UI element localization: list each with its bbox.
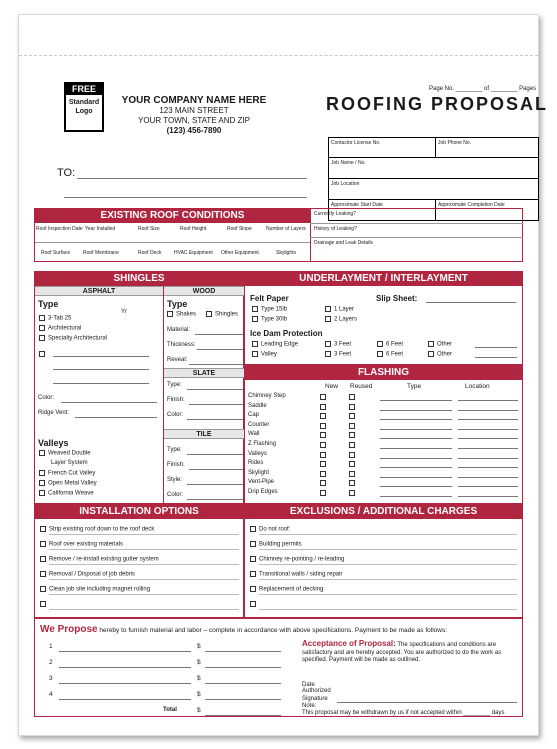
flashing-new-checkbox[interactable] bbox=[320, 471, 326, 477]
start-date-label: Approximate Start Date bbox=[331, 202, 383, 208]
tile-color-label: Color: bbox=[167, 492, 184, 498]
year-label: Yr bbox=[121, 309, 127, 315]
flashing-section bbox=[244, 365, 523, 504]
other-equipment-label: Other Equipment bbox=[221, 250, 259, 256]
reveal-label: Reveal: bbox=[167, 357, 188, 363]
shingles-section bbox=[34, 271, 244, 504]
exclusions-line[interactable] bbox=[259, 594, 517, 595]
open-metal-label: Open Metal Valley bbox=[48, 480, 97, 487]
exclusions-line[interactable] bbox=[259, 609, 517, 610]
slate-subheader: SLATE bbox=[164, 368, 244, 378]
layer-system-label: Layer System bbox=[51, 460, 88, 466]
flashing-type-line[interactable] bbox=[380, 429, 452, 430]
shakes-option[interactable] bbox=[167, 311, 196, 318]
type15-option[interactable] bbox=[252, 306, 287, 313]
company-city: YOUR TOWN, STATE AND ZIP bbox=[138, 116, 250, 125]
note-text: This proposal may be withdrawn by us if not accepted within ________ days bbox=[302, 710, 505, 716]
flashing-reused-checkbox[interactable] bbox=[349, 432, 355, 438]
installation-option[interactable] bbox=[40, 601, 49, 608]
flashing-location-line[interactable] bbox=[458, 448, 518, 449]
installation-checkbox[interactable] bbox=[40, 601, 46, 607]
installation-option[interactable] bbox=[40, 556, 159, 563]
to-label: TO: bbox=[57, 167, 76, 179]
exclusions-option[interactable] bbox=[250, 526, 290, 533]
payment-description-line[interactable] bbox=[59, 651, 191, 652]
ice-valley-checkbox[interactable] bbox=[252, 351, 258, 357]
tile-style-line[interactable] bbox=[187, 484, 243, 485]
underlayment-title: UNDERLAYMENT / INTERLAYMENT bbox=[245, 272, 522, 286]
note-label: Note: bbox=[302, 703, 317, 709]
flashing-type-line[interactable] bbox=[380, 448, 452, 449]
slip-sheet-label: Slip Sheet: bbox=[376, 294, 418, 303]
flashing-row-label: Chimney Step bbox=[248, 393, 286, 399]
ice-other-checkbox-1[interactable] bbox=[428, 341, 434, 347]
exclusions-checkbox[interactable] bbox=[250, 556, 256, 562]
proposal-form bbox=[18, 14, 549, 736]
installation-option-label: Removal / Disposal of job debris bbox=[49, 571, 136, 578]
one-layer-checkbox[interactable] bbox=[325, 306, 331, 312]
ice-other-option-2[interactable] bbox=[428, 351, 452, 358]
flashing-row-label: Counter bbox=[248, 421, 270, 428]
authorized-label: Authorized bbox=[302, 688, 331, 694]
flashing-new-checkbox[interactable] bbox=[320, 394, 326, 400]
installation-line[interactable] bbox=[49, 564, 239, 565]
payment-amount-line[interactable] bbox=[205, 699, 281, 700]
flashing-type-line[interactable] bbox=[380, 477, 452, 478]
three-feet-label-2: 3 Feet bbox=[334, 351, 352, 358]
propose-text: hereby to furnish material and labor – complete in accordance with above specifications. Payment to be made as follows: bbox=[99, 627, 447, 634]
exclusions-line[interactable] bbox=[259, 579, 517, 580]
flashing-row-label: Skylight bbox=[248, 469, 270, 476]
installation-line[interactable] bbox=[49, 609, 239, 610]
flashing-location-line[interactable] bbox=[458, 410, 518, 411]
tile-type-line[interactable] bbox=[187, 454, 243, 455]
payment-dollar: $ bbox=[197, 691, 201, 698]
two-layers-label: 2 Layers bbox=[334, 316, 358, 323]
logo-line1: Standard bbox=[68, 99, 100, 106]
payment-number: 3 bbox=[49, 675, 53, 682]
exclusions-checkbox[interactable] bbox=[250, 586, 256, 592]
flashing-reused-checkbox[interactable] bbox=[349, 394, 355, 400]
acceptance-block bbox=[302, 640, 517, 665]
exclusions-option[interactable] bbox=[250, 541, 302, 548]
installation-line[interactable] bbox=[49, 594, 239, 595]
flashing-row-label: Valleys bbox=[248, 450, 267, 457]
flashing-location-line[interactable] bbox=[458, 438, 518, 439]
slate-type-line[interactable] bbox=[187, 389, 243, 390]
exclusions-line[interactable] bbox=[259, 534, 517, 535]
ice-other-label-1: Other bbox=[437, 341, 453, 348]
six-feet-option-1[interactable] bbox=[377, 341, 403, 348]
six-feet-label-1: 6 Feet bbox=[386, 341, 404, 348]
flashing-reused-checkbox[interactable] bbox=[349, 423, 355, 429]
california-checkbox[interactable] bbox=[39, 490, 45, 496]
tile-subheader: TILE bbox=[164, 429, 244, 439]
skylights-label: Skylights bbox=[276, 250, 297, 256]
flashing-row-label: Vent-Pipe bbox=[248, 479, 275, 486]
contractor-license-label: Contactor License No. bbox=[331, 140, 381, 146]
acceptance-text: The specifications and conditions are satisfactory and are hereby accepted. You are authorized to do the work as specified. Payment will be made as outlined. bbox=[302, 642, 502, 663]
ridge-vent-line[interactable] bbox=[75, 417, 157, 418]
flashing-new-header: New bbox=[325, 383, 339, 390]
exclusions-option[interactable] bbox=[250, 586, 323, 593]
thickness-label: Thickness: bbox=[167, 342, 196, 348]
three-feet-option-2[interactable] bbox=[325, 351, 351, 358]
asphalt-line-2[interactable] bbox=[53, 369, 149, 370]
flashing-reused-checkbox[interactable] bbox=[349, 461, 355, 467]
slate-finish-line[interactable] bbox=[189, 404, 243, 405]
propose-line bbox=[40, 624, 447, 635]
installation-section bbox=[34, 504, 244, 618]
flashing-location-line[interactable] bbox=[458, 496, 518, 497]
year-installed-label: Year Installed bbox=[85, 226, 116, 232]
existing-roof-title: EXISTING ROOF CONDITIONS bbox=[35, 209, 310, 223]
flashing-type-line[interactable] bbox=[380, 496, 452, 497]
flashing-type-line[interactable] bbox=[380, 486, 452, 487]
flashing-location-header: Location bbox=[465, 383, 490, 390]
history-leaking-label: History of Leaking? bbox=[314, 226, 357, 232]
company-name: YOUR COMPANY NAME HERE bbox=[121, 95, 267, 106]
payment-dollar: $ bbox=[197, 659, 201, 666]
two-layers-checkbox[interactable] bbox=[325, 316, 331, 322]
flashing-new-checkbox[interactable] bbox=[320, 413, 326, 419]
payment-description-line[interactable] bbox=[59, 699, 191, 700]
exclusions-checkbox[interactable] bbox=[250, 541, 256, 547]
ice-other-line-2[interactable] bbox=[475, 357, 517, 358]
underlayment-section bbox=[244, 271, 523, 365]
installation-checkbox[interactable] bbox=[40, 541, 46, 547]
exclusions-section bbox=[244, 504, 523, 618]
exclusions-option-label: Do not roof: bbox=[259, 526, 291, 533]
three-feet-option-1[interactable] bbox=[325, 341, 351, 348]
specialty-option[interactable] bbox=[39, 335, 107, 342]
type15-label: Type 15lb bbox=[261, 306, 288, 313]
flashing-row-label: Saddle bbox=[248, 402, 267, 409]
asphalt-subheader: ASPHALT bbox=[35, 286, 163, 296]
shingles-title: SHINGLES bbox=[35, 272, 243, 286]
total-label: Total bbox=[163, 707, 177, 713]
flashing-type-line[interactable] bbox=[380, 410, 452, 411]
flashing-new-checkbox[interactable] bbox=[320, 432, 326, 438]
logo-free: FREE bbox=[64, 84, 104, 95]
flashing-type-line[interactable] bbox=[380, 419, 452, 420]
thickness-line[interactable] bbox=[197, 349, 243, 350]
page-number: Page No. ________ of ________ Pages bbox=[429, 86, 537, 92]
roof-slope-label: Roof Slope bbox=[227, 226, 252, 232]
flashing-location-line[interactable] bbox=[458, 458, 518, 459]
installation-checkbox[interactable] bbox=[40, 526, 46, 532]
leading-edge-option[interactable] bbox=[252, 341, 298, 348]
payment-number: 4 bbox=[49, 691, 53, 698]
installation-option-label: Remove / re-install existing gutter system bbox=[49, 556, 159, 563]
job-phone-field[interactable] bbox=[436, 138, 539, 158]
type30-label: Type 30lb bbox=[261, 316, 288, 323]
wood-shingles-label: Shingles bbox=[215, 311, 239, 318]
exclusions-option[interactable] bbox=[250, 601, 259, 608]
exclusions-checkbox[interactable] bbox=[250, 526, 256, 532]
slate-finish-label: Finish: bbox=[167, 397, 185, 403]
reveal-line[interactable] bbox=[189, 364, 243, 365]
company-street: 123 MAIN STREET bbox=[159, 106, 229, 115]
payment-amount-line[interactable] bbox=[205, 651, 281, 652]
ridge-vent-label: Ridge Vent: bbox=[38, 410, 70, 416]
valleys-label: Valleys bbox=[38, 438, 69, 448]
we-propose-label: We Propose bbox=[40, 624, 98, 635]
specialty-checkbox[interactable] bbox=[39, 335, 45, 341]
flashing-row-label: Z Flashing bbox=[248, 441, 277, 447]
flashing-title: FLASHING bbox=[245, 366, 522, 380]
specialty-label: Specialty Architectural bbox=[48, 335, 108, 342]
wood-shingles-checkbox[interactable] bbox=[206, 311, 212, 317]
wood-type-label: Type bbox=[167, 299, 188, 309]
total-line[interactable] bbox=[205, 715, 281, 716]
flashing-new-checkbox[interactable] bbox=[320, 452, 326, 458]
two-layers-option[interactable] bbox=[325, 316, 357, 323]
type15-checkbox[interactable] bbox=[252, 306, 258, 312]
flashing-row-label: Drip Edges bbox=[248, 489, 278, 495]
flashing-reused-checkbox[interactable] bbox=[349, 452, 355, 458]
logo-line2: Logo bbox=[75, 108, 93, 115]
installation-option[interactable] bbox=[40, 571, 135, 578]
shakes-label: Shakes bbox=[176, 311, 197, 318]
flashing-type-line[interactable] bbox=[380, 438, 452, 439]
slate-color-line[interactable] bbox=[187, 419, 243, 420]
three-feet-label-1: 3 Feet bbox=[334, 341, 352, 348]
installation-checkbox[interactable] bbox=[40, 571, 46, 577]
company-block bbox=[119, 96, 269, 136]
leading-edge-label: Leading Edge bbox=[261, 341, 299, 348]
roof-height-label: Roof Height bbox=[180, 226, 207, 232]
flashing-reused-checkbox[interactable] bbox=[349, 490, 355, 496]
payment-description-line[interactable] bbox=[59, 683, 191, 684]
installation-line[interactable] bbox=[49, 549, 239, 550]
exclusions-checkbox[interactable] bbox=[250, 601, 256, 607]
acceptance-title: Acceptance of Proposal: bbox=[302, 639, 396, 648]
exclusions-option-label: Building permits bbox=[259, 541, 302, 548]
six-feet-checkbox-2[interactable] bbox=[377, 351, 383, 357]
flashing-location-line[interactable] bbox=[458, 419, 518, 420]
currently-leaking-label: Currently Leaking? bbox=[314, 211, 356, 217]
flashing-new-checkbox[interactable] bbox=[320, 404, 326, 410]
flashing-reused-checkbox[interactable] bbox=[349, 480, 355, 486]
exclusions-option-label: Chimney re-pointing / re-leading bbox=[259, 556, 345, 563]
exclusions-option-label: Transitional walls / siding repair bbox=[259, 571, 343, 578]
exclusions-option-label: Replacement of decking bbox=[259, 586, 324, 593]
installation-option[interactable] bbox=[40, 526, 154, 533]
flashing-type-line[interactable] bbox=[380, 400, 452, 401]
installation-checkbox[interactable] bbox=[40, 586, 46, 592]
flashing-type-line[interactable] bbox=[380, 467, 452, 468]
ice-other-label-2: Other bbox=[437, 351, 453, 358]
payment-description-line[interactable] bbox=[59, 667, 191, 668]
weaved-checkbox[interactable] bbox=[39, 450, 45, 456]
job-name-label: Job Name / No. bbox=[331, 160, 366, 166]
flashing-type-header: Type bbox=[407, 383, 422, 390]
architectural-checkbox[interactable] bbox=[39, 325, 45, 331]
form-title: ROOFING PROPOSAL bbox=[326, 94, 549, 114]
flashing-location-line[interactable] bbox=[458, 429, 518, 430]
tile-finish-line[interactable] bbox=[189, 469, 243, 470]
ice-valley-option[interactable] bbox=[252, 351, 277, 358]
payment-number: 1 bbox=[49, 643, 53, 650]
felt-paper-label: Felt Paper bbox=[250, 294, 289, 303]
roof-membrane-label: Roof Membrane bbox=[83, 250, 119, 256]
flashing-location-line[interactable] bbox=[458, 486, 518, 487]
flashing-new-checkbox[interactable] bbox=[320, 461, 326, 467]
company-phone: (123) 456-7890 bbox=[166, 126, 222, 135]
payment-amount-line[interactable] bbox=[205, 683, 281, 684]
flashing-row-label: Wall bbox=[248, 431, 260, 438]
total-dollar: $ bbox=[197, 707, 201, 714]
flashing-row-label: Rides bbox=[248, 460, 264, 467]
flashing-location-line[interactable] bbox=[458, 400, 518, 401]
slate-color-label: Color: bbox=[167, 412, 184, 418]
ice-other-checkbox-2[interactable] bbox=[428, 351, 434, 357]
drainage-label: Drainage and Leak Details bbox=[314, 240, 373, 246]
flashing-new-checkbox[interactable] bbox=[320, 423, 326, 429]
shakes-checkbox[interactable] bbox=[167, 311, 173, 317]
flashing-row-label: Cap bbox=[248, 412, 260, 419]
installation-option-label: Strip existing roof down to the roof deck bbox=[49, 526, 155, 533]
asphalt-type-label: Type bbox=[38, 299, 59, 309]
one-layer-option[interactable] bbox=[325, 306, 354, 313]
ice-valley-label: Valley bbox=[261, 351, 277, 358]
wood-shingles-option[interactable] bbox=[206, 311, 238, 318]
open-metal-option[interactable] bbox=[39, 480, 97, 487]
completion-date-label: Approximate Completion Date bbox=[438, 202, 505, 208]
tile-style-label: Style: bbox=[167, 477, 183, 483]
three-feet-checkbox-2[interactable] bbox=[325, 351, 331, 357]
asphalt-line-3[interactable] bbox=[53, 383, 149, 384]
tile-color-line[interactable] bbox=[187, 499, 243, 500]
slate-type-label: Type: bbox=[167, 382, 182, 388]
installation-title: INSTALLATION OPTIONS bbox=[35, 505, 243, 519]
hvac-label: HVAC Equipment bbox=[174, 250, 213, 256]
flashing-new-checkbox[interactable] bbox=[320, 442, 326, 448]
flashing-reused-checkbox[interactable] bbox=[349, 413, 355, 419]
inspection-date-label: Roof Inspection Date bbox=[36, 226, 83, 232]
job-phone-label: Job Phone No. bbox=[438, 140, 472, 146]
roof-size-label: Roof Size bbox=[138, 226, 160, 232]
existing-roof-section bbox=[34, 208, 523, 262]
material-label: Material: bbox=[167, 327, 191, 333]
to-line-2[interactable] bbox=[64, 197, 307, 198]
architectural-option[interactable] bbox=[39, 325, 81, 332]
payment-amount-line[interactable] bbox=[205, 667, 281, 668]
color-line[interactable] bbox=[61, 402, 157, 403]
three-tab-option[interactable] bbox=[39, 315, 71, 322]
installation-option-label: Clean job site including magnet rolling bbox=[49, 586, 151, 593]
roof-deck-label: Roof Deck bbox=[138, 250, 162, 256]
perforation-line bbox=[19, 55, 538, 56]
ice-other-line-1[interactable] bbox=[475, 347, 517, 348]
installation-option[interactable] bbox=[40, 541, 123, 548]
installation-line[interactable] bbox=[49, 579, 239, 580]
payment-dollar: $ bbox=[197, 643, 201, 650]
other-asphalt-line[interactable] bbox=[53, 356, 149, 357]
french-cut-checkbox[interactable] bbox=[39, 470, 45, 476]
three-tab-label: 3-Tab 25 bbox=[48, 315, 72, 322]
three-tab-checkbox[interactable] bbox=[39, 315, 45, 321]
proposal-section bbox=[34, 618, 523, 717]
six-feet-option-2[interactable] bbox=[377, 351, 403, 358]
california-option[interactable] bbox=[39, 490, 94, 497]
flashing-location-line[interactable] bbox=[458, 477, 518, 478]
signature-label: Signature bbox=[302, 696, 328, 702]
flashing-reused-checkbox[interactable] bbox=[349, 404, 355, 410]
flashing-reused-checkbox[interactable] bbox=[349, 471, 355, 477]
exclusions-checkbox[interactable] bbox=[250, 571, 256, 577]
french-cut-option[interactable] bbox=[39, 470, 95, 477]
roof-surface-label: Roof Surface bbox=[41, 250, 71, 256]
six-feet-checkbox-1[interactable] bbox=[377, 341, 383, 347]
color-label: Color: bbox=[38, 395, 55, 401]
wood-subheader: WOOD bbox=[164, 286, 244, 296]
number-layers-label: Number of Layers bbox=[266, 226, 306, 232]
open-metal-checkbox[interactable] bbox=[39, 480, 45, 486]
architectural-label: Architectural bbox=[48, 325, 82, 332]
type30-checkbox[interactable] bbox=[252, 316, 258, 322]
weaved-option[interactable] bbox=[39, 450, 91, 457]
flashing-reused-checkbox[interactable] bbox=[349, 442, 355, 448]
california-label: California Weave bbox=[48, 490, 94, 497]
other-asphalt-option[interactable] bbox=[39, 351, 48, 358]
installation-checkbox[interactable] bbox=[40, 556, 46, 562]
type30-option[interactable] bbox=[252, 316, 287, 323]
logo bbox=[64, 82, 104, 132]
tile-type-label: Type: bbox=[167, 447, 182, 453]
exclusions-title: EXCLUSIONS / ADDITIONAL CHARGES bbox=[245, 505, 522, 519]
flashing-new-checkbox[interactable] bbox=[320, 490, 326, 496]
signature-line[interactable] bbox=[337, 702, 517, 703]
leading-edge-checkbox[interactable] bbox=[252, 341, 258, 347]
installation-option-label: Roof over existing materials bbox=[49, 541, 124, 548]
one-layer-label: 1 Layer bbox=[334, 306, 355, 313]
date-label: Date bbox=[302, 682, 315, 688]
job-name-field[interactable] bbox=[329, 158, 539, 179]
flashing-type-line[interactable] bbox=[380, 458, 452, 459]
installation-option[interactable] bbox=[40, 586, 150, 593]
exclusions-option[interactable] bbox=[250, 556, 344, 563]
slip-sheet-line[interactable] bbox=[426, 302, 516, 303]
material-line[interactable] bbox=[195, 334, 243, 335]
to-line-1[interactable] bbox=[77, 178, 307, 179]
ice-other-option-1[interactable] bbox=[428, 341, 452, 348]
exclusions-option[interactable] bbox=[250, 571, 342, 578]
payment-dollar: $ bbox=[197, 675, 201, 682]
payment-number: 2 bbox=[49, 659, 53, 666]
french-cut-label: French Cut Valley bbox=[48, 470, 96, 477]
flashing-location-line[interactable] bbox=[458, 467, 518, 468]
ice-dam-label: Ice Dam Protection bbox=[250, 329, 323, 338]
exclusions-line[interactable] bbox=[259, 549, 517, 550]
installation-line[interactable] bbox=[49, 534, 239, 535]
three-feet-checkbox-1[interactable] bbox=[325, 341, 331, 347]
tile-finish-label: Finish: bbox=[167, 462, 185, 468]
other-asphalt-checkbox[interactable] bbox=[39, 351, 45, 357]
flashing-new-checkbox[interactable] bbox=[320, 480, 326, 486]
job-location-label: Job Location bbox=[331, 181, 360, 187]
job-location-field[interactable] bbox=[329, 179, 539, 200]
flashing-reused-header: Reused bbox=[350, 383, 373, 390]
weaved-label: Weaved Double bbox=[48, 450, 91, 457]
six-feet-label-2: 6 Feet bbox=[386, 351, 404, 358]
contractor-license-field[interactable] bbox=[329, 138, 436, 158]
exclusions-line[interactable] bbox=[259, 564, 517, 565]
